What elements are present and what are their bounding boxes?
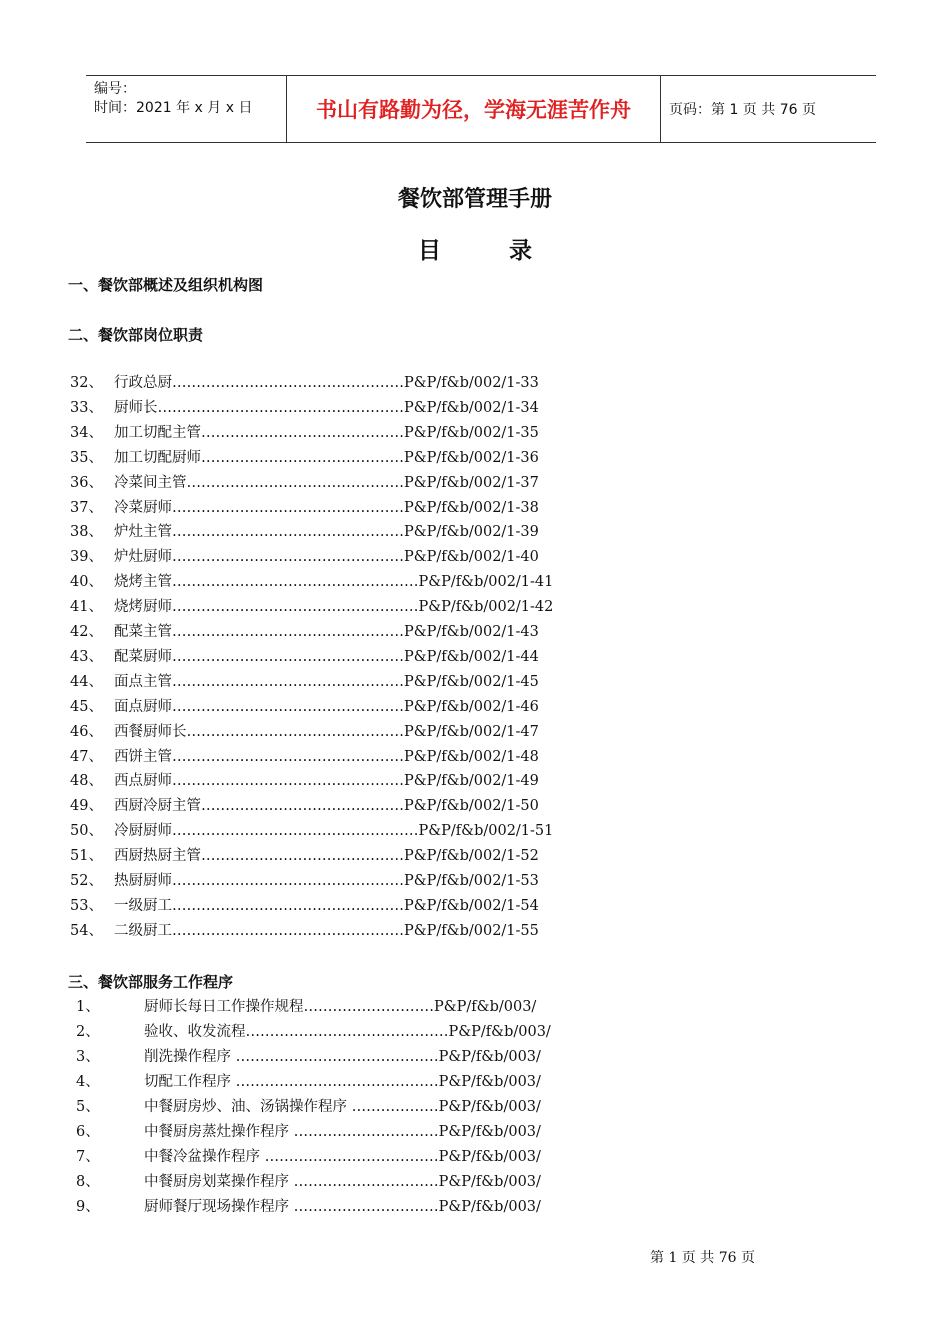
- time-label: 时间：2021 年 x 月 x 日: [94, 100, 253, 116]
- toc-entry-number: 48、: [70, 773, 103, 790]
- toc-entry-number: 9、: [76, 1199, 100, 1215]
- toc-entry-number: 41、: [70, 599, 103, 616]
- toc-entry: [70, 670, 539, 694]
- toc-entry-text: 行政总厨…………………………………………P&P/f&b/002/1-33: [114, 375, 539, 391]
- toc-entry-number: 51、: [70, 848, 103, 865]
- toc-entry-number: 39、: [70, 549, 103, 566]
- toc-entry-number: 2、: [76, 1024, 100, 1040]
- toc-entry: [76, 1020, 551, 1044]
- toc-entry-text: 炉灶厨师…………………………………………P&P/f&b/002/1-40: [114, 549, 539, 566]
- toc-entry-number: 32、: [70, 375, 103, 391]
- toc-entry-number: 44、: [70, 673, 103, 690]
- toc-entry-text: 烧烤厨师……………………………………………P&P/f&b/002/1-42: [114, 599, 554, 616]
- toc-entry-number: 36、: [70, 474, 103, 491]
- toc-entry-text: 加工切配厨师……………………………………P&P/f&b/002/1-36: [114, 449, 539, 466]
- toc-entry-number: 46、: [70, 723, 103, 740]
- toc-entry-text: 冷菜厨师…………………………………………P&P/f&b/002/1-38: [114, 499, 539, 516]
- toc-entry: [70, 595, 553, 619]
- toc-entry-number: 49、: [70, 798, 103, 815]
- toc-entry: [76, 1195, 541, 1219]
- toc-entry-number: 54、: [70, 922, 103, 939]
- toc-entry-text: 烧烤主管……………………………………………P&P/f&b/002/1-41: [114, 574, 554, 591]
- toc-entry-number: 35、: [70, 449, 103, 466]
- toc-entry-number: 53、: [70, 897, 103, 914]
- toc-entry: [70, 545, 539, 569]
- toc-entry: [70, 769, 539, 793]
- toc-entry: [70, 620, 539, 644]
- toc-entry-number: 7、: [76, 1149, 100, 1165]
- toc-entry-text: 切配工作程序 ……………………………………P&P/f&b/003/: [144, 1074, 541, 1090]
- toc-entry-text: 西餐厨师长………………………………………P&P/f&b/002/1-47: [114, 723, 539, 740]
- toc-entry-number: 33、: [70, 399, 103, 416]
- toc-entry-number: 52、: [70, 873, 103, 889]
- header-meta: [86, 76, 287, 142]
- toc-entry-text: 炉灶主管…………………………………………P&P/f&b/002/1-39: [114, 524, 539, 541]
- toc-entry-number: 5、: [76, 1099, 100, 1115]
- toc-entry: [70, 894, 539, 918]
- toc-title-char-1: 目: [418, 238, 441, 264]
- toc-entry: [76, 1145, 541, 1169]
- toc-entry: [70, 396, 539, 420]
- toc-entry: [76, 995, 536, 1019]
- toc-entry: [70, 794, 539, 818]
- toc-title-char-2: 录: [509, 238, 532, 264]
- toc-entry-number: 42、: [70, 624, 103, 640]
- toc-entry-number: 37、: [70, 499, 103, 516]
- toc-entry-text: 厨师餐厅现场操作程序 …………………………P&P/f&b/003/: [144, 1199, 541, 1215]
- toc-entry: [70, 720, 539, 744]
- toc-entry-number: 50、: [70, 823, 103, 840]
- page-header: [86, 75, 876, 143]
- toc-entry-number: 8、: [76, 1174, 100, 1190]
- toc-entry-text: 一级厨工…………………………………………P&P/f&b/002/1-54: [114, 897, 539, 914]
- toc-entry: [76, 1120, 541, 1144]
- toc-entry: [70, 496, 539, 520]
- code-label: 编号：: [94, 81, 136, 97]
- header-slogan: 书山有路勤为径，学海无涯苦作舟: [287, 76, 661, 142]
- document-title: 餐饮部管理手册: [397, 187, 552, 212]
- toc-entry: [70, 471, 539, 495]
- toc-entry-text: 二级厨工…………………………………………P&P/f&b/002/1-55: [114, 922, 539, 939]
- toc-entry: [70, 695, 539, 719]
- toc-entry-text: 配菜主管…………………………………………P&P/f&b/002/1-43: [114, 624, 539, 640]
- toc-entry-text: 中餐厨房蒸灶操作程序 …………………………P&P/f&b/003/: [144, 1124, 541, 1140]
- toc-entry: [70, 645, 539, 669]
- toc-entry-text: 西厨冷厨主管……………………………………P&P/f&b/002/1-50: [114, 798, 539, 815]
- toc-entry-number: 38、: [70, 524, 103, 541]
- toc-entry-text: 冷菜间主管………………………………………P&P/f&b/002/1-37: [114, 474, 539, 491]
- toc-entry-text: 削洗操作程序 ……………………………………P&P/f&b/003/: [144, 1049, 541, 1065]
- toc-entry-number: 1、: [76, 999, 100, 1015]
- section-heading-3: 三、餐饮部服务工作程序: [68, 973, 234, 991]
- toc-entry: [70, 745, 539, 769]
- toc-entry: [70, 869, 539, 893]
- toc-title: [0, 232, 950, 265]
- toc-entry-number: 43、: [70, 648, 103, 665]
- toc-entry: [70, 919, 539, 943]
- toc-entry: [70, 520, 539, 544]
- toc-entry-text: 西点厨师…………………………………………P&P/f&b/002/1-49: [114, 773, 539, 790]
- toc-entry: [76, 1070, 541, 1094]
- toc-entry-text: 热厨厨师…………………………………………P&P/f&b/002/1-53: [114, 873, 539, 889]
- toc-entry-number: 40、: [70, 574, 103, 591]
- toc-entry: [76, 1095, 541, 1119]
- section-heading-2: 二、餐饮部岗位职责: [68, 326, 204, 344]
- toc-entry: [70, 819, 553, 843]
- toc-entry-text: 中餐厨房划菜操作程序 …………………………P&P/f&b/003/: [144, 1174, 541, 1190]
- toc-entry-number: 47、: [70, 748, 103, 765]
- toc-entry-text: 验收、收发流程……………………………………P&P/f&b/003/: [144, 1024, 551, 1040]
- toc-entry-number: 4、: [76, 1074, 100, 1090]
- toc-entry: [70, 446, 539, 470]
- toc-entry: [70, 421, 539, 445]
- toc-entry-text: 面点厨师…………………………………………P&P/f&b/002/1-46: [114, 698, 539, 715]
- toc-entry-number: 34、: [70, 424, 103, 441]
- toc-entry-text: 西饼主管…………………………………………P&P/f&b/002/1-48: [114, 748, 539, 765]
- toc-entry-number: 3、: [76, 1049, 100, 1065]
- toc-entry-number: 6、: [76, 1124, 100, 1140]
- toc-entry-text: 厨师长每日工作操作规程………………………P&P/f&b/003/: [144, 999, 537, 1015]
- toc-entry-number: 45、: [70, 698, 103, 715]
- toc-entry: [76, 1170, 541, 1194]
- toc-entry: [70, 371, 539, 395]
- page-footer: 第 1 页 共 76 页: [650, 1250, 755, 1266]
- toc-entry-text: 配菜厨师…………………………………………P&P/f&b/002/1-44: [114, 648, 539, 665]
- section-heading-1: 一、餐饮部概述及组织机构图: [68, 276, 264, 294]
- toc-entry-text: 厨师长……………………………………………P&P/f&b/002/1-34: [114, 399, 539, 416]
- toc-entry-text: 面点主管…………………………………………P&P/f&b/002/1-45: [114, 673, 539, 690]
- toc-entry-text: 中餐厨房炒、油、汤锅操作程序 ………………P&P/f&b/003/: [144, 1099, 541, 1115]
- toc-entry-text: 中餐冷盆操作程序 ………………………………P&P/f&b/003/: [144, 1149, 541, 1165]
- header-page-info: 页码：第 1 页 共 76 页: [669, 102, 816, 118]
- toc-entry: [70, 570, 553, 594]
- toc-entry-text: 加工切配主管……………………………………P&P/f&b/002/1-35: [114, 424, 539, 441]
- toc-entry: [70, 844, 539, 868]
- toc-entry-text: 冷厨厨师……………………………………………P&P/f&b/002/1-51: [114, 823, 554, 840]
- toc-entry-text: 西厨热厨主管……………………………………P&P/f&b/002/1-52: [114, 848, 539, 865]
- toc-entry: [76, 1045, 541, 1069]
